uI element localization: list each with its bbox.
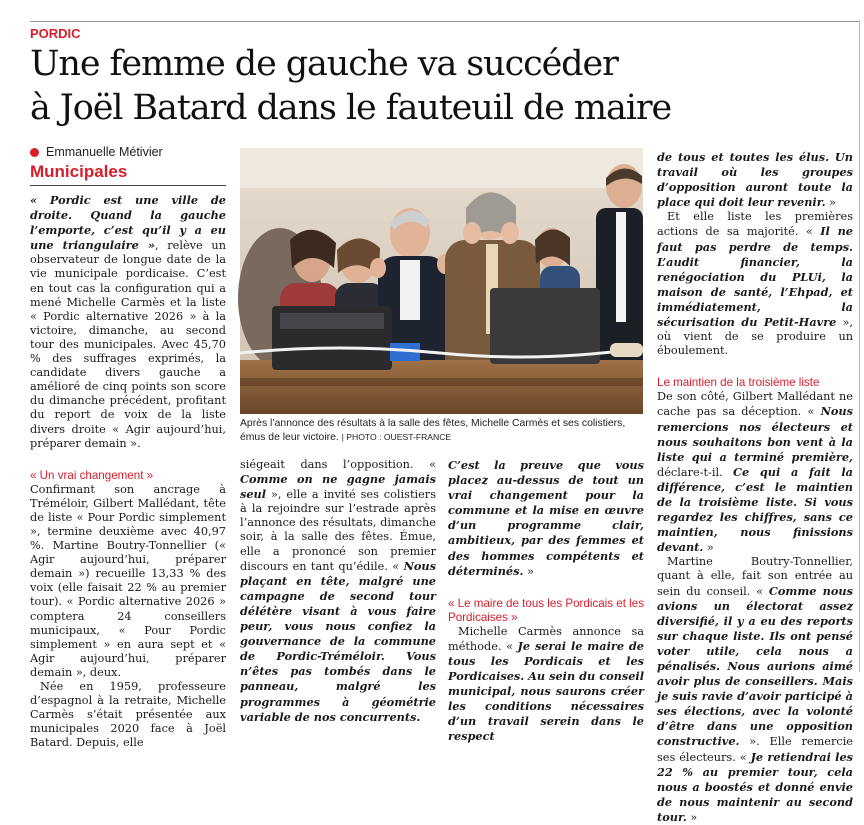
text-run: Et elle liste les premières actions de sa majorité. « bbox=[657, 210, 853, 239]
text-run: siégeait dans l’opposition. « bbox=[240, 458, 436, 471]
headline-line-2: à Joël Batard dans le fauteuil de maire bbox=[30, 88, 672, 128]
quote: Il ne faut pas perdre de temps. L’audit financier, la renégociation du PLUi, la maison de santé, l’Ehpad, et immédiatement, la sécurisation du Petit-Havre bbox=[657, 224, 853, 330]
text-run: » bbox=[523, 564, 534, 578]
column-3 bbox=[448, 458, 644, 745]
quote: C’est la preuve que vous placez au-dessus de tout un vrai changement pour la commune et la mise en œuvre d’un programme clair, ambitieux, par des femmes et des hommes compétents et déterminés. bbox=[448, 458, 644, 578]
quote: Comme on ne gagne jamais seul bbox=[240, 472, 436, 502]
text-run: » bbox=[686, 810, 698, 824]
quote: Je serai le maire de tous les Pordicais et les Pordicaises. Au sein du conseil municipal, nous saurons créer les conditions nécessaires d’un travail serein dans le respect bbox=[448, 638, 644, 744]
caption-text: Après l’annonce des résultats à la salle des fêtes, Michelle Carmès et ses colistiers, émus de leur victoire. bbox=[240, 418, 626, 443]
photo-caption bbox=[240, 417, 643, 444]
rubric: Municipales bbox=[30, 162, 226, 186]
quote: Nous plaçant en tête, malgré une campagne de second tour délétère visant à vous faire peur, vous nous confiez la gouvernance de la commune de Pordic-Tréméloir. Vous n’êtes pas tombés dans le panneau, malgré les programmes à géométrie variable de nos concurrents. bbox=[240, 558, 436, 724]
text-run: », où vient de se produire un éboulement. bbox=[657, 316, 854, 358]
text-run: » bbox=[703, 541, 714, 555]
lead-quote: « Pordic est une ville de droite. Quand la gauche l’emporte, c’est qu’il y a eu une triangulaire » bbox=[30, 193, 226, 253]
kicker: PORDIC bbox=[30, 26, 81, 41]
text-run: », elle a invité ses colistiers à la rejoindre sur l’estrade après l’annonce des résultats, dimanche soir, à la salle des fêtes. Émue, elle a prononcé son premier discours en tant qu’édile. « bbox=[240, 488, 436, 573]
quote: Nous remercions nos électeurs et nous souhaitons bon vent à la liste qui a terminé première, bbox=[657, 404, 853, 464]
subheading: « Un vrai changement » bbox=[30, 468, 154, 482]
paragraph: , relève un observateur de longue date de la vie municipale pordicaise. C’est en tout cas la configuration qui a mené Michelle Carmès et la liste « Pordic alternative 2026 » à la victoire, dimanche, au second tour des municipales. Avec 45,70 % des suffrages exprimés, la candidate divers gauche a amélioré de cinq points son score du dimanche précédent, profitant du report de voix de la liste divers droite « Agir aujourd’hui, préparer demain ». bbox=[30, 239, 226, 450]
paragraph: Née en 1959, professeure d’espagnol à la retraite, Michelle Carmès s’était présentée aux municipales 2020 face à Joël Batard. Depuis, elle bbox=[30, 680, 226, 750]
text-run: Martine Boutry-Tonnellier, quant à elle, fait son entrée au sein du conseil. « bbox=[657, 555, 853, 598]
column-4 bbox=[657, 150, 853, 825]
quote: Je retiendrai les 22 % au premier tour, cela nous a boostés et donné envie de nous maintenir au second tour. bbox=[657, 749, 853, 824]
column-1 bbox=[30, 193, 226, 750]
quote: Comme nous avions un électorat assez diversifié, il y a eu des reports sur chaque liste. Ils ont pensé voter utile, cela nous a pénalisés. Nous aurions aimé avoir plus de conseillers. Mais je suis ravie d’avoir participé à ses élections, avec la volonté d’être dans une opposition constructive. bbox=[657, 583, 854, 749]
headline-line-1: Une femme de gauche va succéder bbox=[30, 44, 618, 84]
column-2 bbox=[240, 458, 436, 725]
bullet-icon bbox=[30, 148, 39, 157]
subheading: Le maintien de la troisième liste bbox=[657, 376, 820, 390]
text-run: déclare-t-il. bbox=[657, 465, 734, 479]
text-run: ». Elle remercie ses électeurs. « bbox=[657, 735, 853, 764]
text-run: De son côté, Gilbert Mallédant ne cache pas sa déception. « bbox=[657, 390, 853, 419]
text-run: Michelle Carmès annonce sa méthode. « bbox=[448, 624, 644, 653]
headline bbox=[30, 42, 860, 130]
text-run: » bbox=[825, 196, 837, 210]
author-name: Emmanuelle Métivier bbox=[46, 145, 163, 159]
byline bbox=[30, 145, 163, 159]
photo-credit: | PHOTO : OUEST-FRANCE bbox=[341, 431, 452, 442]
paragraph: Confirmant son ancrage à Tréméloir, Gilbert Mallédant, tête de liste « Pour Pordic simplement », termine deuxième avec 40,97 %. Martine Boutry-Tonnellier (« Agir aujourd’hui, préparer demain ») recueille 13,33 % des voix (elle faisait 22 % au premier tour). « Pordic alternative 2026 » comptera 24 conseillers municipaux, « Pour Pordic simplement » en aura sept et « Agir aujourd’hui, préparer demain », deux. bbox=[30, 482, 226, 679]
quote: de tous et toutes les élus. Un travail où les groupes d’opposition auront toute la place qui doit leur revenir. bbox=[657, 150, 853, 210]
news-photo bbox=[240, 148, 643, 414]
quote: Ce qui a fait la différence, c’est le maintien de la troisième liste. Si vous regardez les chiffres, sans ce maintien, nous finissions devant. bbox=[657, 464, 854, 555]
subheading: « Le maire de tous les Pordicais et les Pordicaises » bbox=[448, 596, 644, 624]
top-rule bbox=[30, 21, 860, 22]
